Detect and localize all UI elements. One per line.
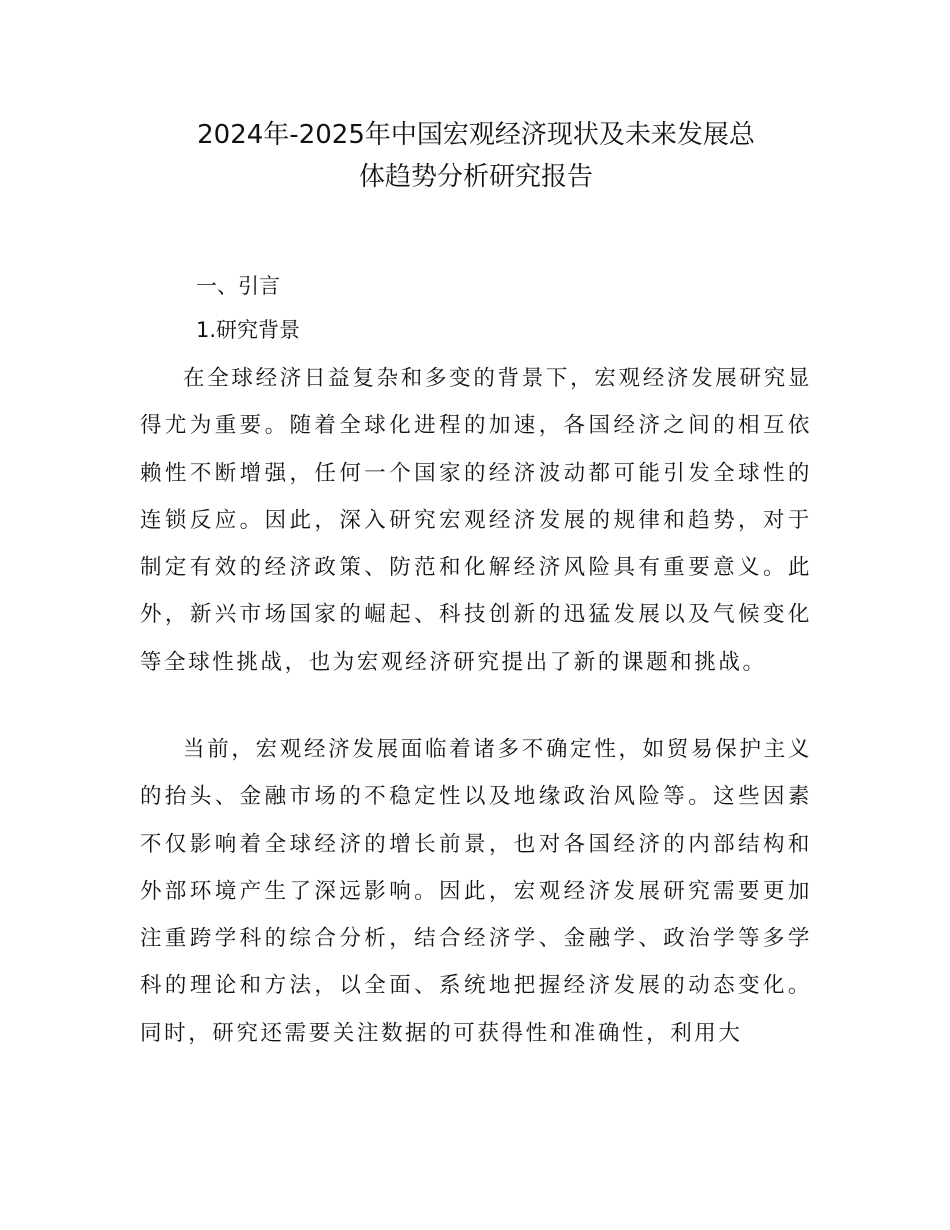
document-title xyxy=(140,114,812,198)
title-line-2: 体趋势分析研究报告 xyxy=(358,162,593,192)
body-paragraph-1: 在全球经济日益复杂和多变的背景下，宏观经济发展研究显得尤为重要。随着全球化进程的加速，各国经济之间的相互依赖性不断增强，任何一个国家的经济波动都可能引发全球性的连锁反应。因此，深入研究宏观经济发展的规律和趋势，对于制定有效的经济政策、防范和化解经济风险具有重要意义。此外，新兴市场国家的崛起、科技创新的迅猛发展以及气候变化等全球性挑战，也为宏观经济研究提出了新的课题和挑战。 xyxy=(140,366,812,675)
subsection-heading: 1.研究背景 xyxy=(196,318,301,342)
section-heading: 一、引言 xyxy=(196,274,280,298)
body-paragraph-2: 当前，宏观经济发展面临着诸多不确定性，如贸易保护主义的抬头、金融市场的不稳定性以及地缘政治风险等。这些因素不仅影响着全球经济的增长前景，也对各国经济的内部结构和外部环境产生了深远影响。因此，宏观经济发展研究需要更加注重跨学科的综合分析，结合经济学、金融学、政治学等多学科的理论和方法，以全面、系统地把握经济发展的动态变化。同时，研究还需要关注数据的可获得性和准确性，利用大 xyxy=(140,737,812,1046)
title-line-1: 2024年-2025年中国宏观经济现状及未来发展总 xyxy=(197,120,755,150)
